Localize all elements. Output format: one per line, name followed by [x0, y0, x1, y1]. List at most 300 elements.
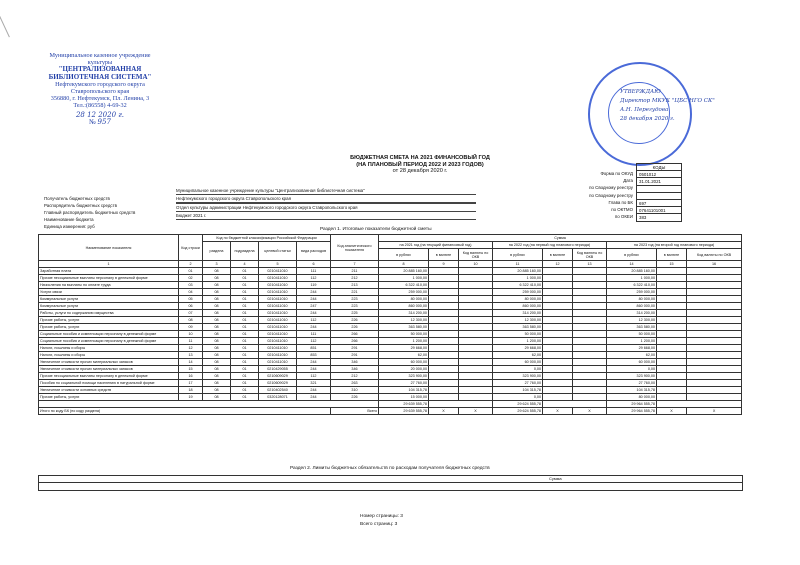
row-analytic: 223	[331, 296, 379, 303]
row-cur-2021	[429, 352, 459, 359]
row-okv-2022	[573, 380, 607, 387]
table-row	[39, 303, 742, 310]
row-cur-2023	[657, 303, 687, 310]
row-type: 112	[297, 275, 331, 282]
table-body	[39, 268, 742, 415]
column-number: 15	[657, 261, 687, 268]
row-cur-2023	[657, 310, 687, 317]
row-value-2022: 104 315,78	[493, 387, 543, 394]
row-value-2023: 0,00	[607, 366, 657, 373]
code-value: 0501012	[637, 171, 682, 178]
subtotal-2023: 29 964 555,78	[607, 401, 657, 408]
row-name: Коммунальные услуги	[39, 296, 179, 303]
row-subsection: 01	[231, 366, 259, 373]
row-cur-2022	[543, 380, 573, 387]
row-okv-2021	[459, 373, 493, 380]
row-okv-2021	[459, 296, 493, 303]
row-value-2021: 323 900,00	[379, 373, 429, 380]
row-code: 12	[179, 345, 203, 352]
row-value-2022: 1 200,00	[493, 338, 543, 345]
row-okv-2023	[687, 366, 742, 373]
row-okv-2023	[687, 282, 742, 289]
table-row	[39, 317, 742, 324]
row-cur-2022	[543, 387, 573, 394]
column-number: 5	[259, 261, 297, 268]
row-target: 0210411010	[259, 282, 297, 289]
row-target: 0210411010	[259, 359, 297, 366]
row-cur-2022	[543, 296, 573, 303]
row-section: 08	[203, 373, 231, 380]
row-code: 15	[179, 366, 203, 373]
row-value-2021: 20 000,00	[379, 366, 429, 373]
row-value-2023: 80 000,00	[607, 394, 657, 401]
total-2023: 29 964 555,78	[607, 408, 657, 415]
code-labels	[560, 170, 633, 220]
row-analytic: 221	[331, 289, 379, 296]
row-cur-2023	[657, 352, 687, 359]
row-cur-2022	[543, 345, 573, 352]
row-section: 08	[203, 275, 231, 282]
row-section: 08	[203, 282, 231, 289]
table-row	[39, 359, 742, 366]
row-analytic: 346	[331, 359, 379, 366]
issuer-num-label: №	[89, 117, 96, 126]
row-type: 244	[297, 296, 331, 303]
document-title	[250, 155, 590, 175]
row-cur-2023	[657, 282, 687, 289]
row-subsection: 01	[231, 296, 259, 303]
row-section: 08	[203, 324, 231, 331]
row-analytic: 226	[331, 324, 379, 331]
row-value-2021: 20 885 160,00	[379, 268, 429, 275]
table-row	[39, 282, 742, 289]
row-cur-2021	[429, 331, 459, 338]
row-target: 0210402540	[259, 387, 297, 394]
table-row	[39, 345, 742, 352]
row-subsection: 01	[231, 317, 259, 324]
row-code: 03	[179, 282, 203, 289]
row-okv-2023	[687, 268, 742, 275]
row-value-2021: 6 322 410,00	[379, 282, 429, 289]
row-subsection: 01	[231, 387, 259, 394]
row-cur-2022	[543, 317, 573, 324]
row-value-2021: 1 200,00	[379, 338, 429, 345]
column-numbers-row	[39, 261, 742, 268]
row-cur-2021	[429, 317, 459, 324]
meta-label: Получатель бюджетных средств	[44, 196, 110, 201]
row-okv-2022	[573, 394, 607, 401]
limits-sum-label: Сумма	[549, 476, 562, 481]
row-cur-2023	[657, 289, 687, 296]
meta-label: Распорядитель бюджетных средств	[44, 203, 117, 209]
code-label: Дата	[623, 178, 633, 184]
row-code: 05	[179, 296, 203, 303]
row-okv-2022	[573, 282, 607, 289]
header-section: раздела	[203, 242, 231, 261]
row-okv-2022	[573, 352, 607, 359]
subtotal-2021: 29 639 555,78	[379, 401, 429, 408]
row-analytic: 225	[331, 310, 379, 317]
total-name: Итого по коду БК (по коду раздела)	[39, 408, 331, 415]
row-type: 321	[297, 380, 331, 387]
row-okv-2023	[687, 373, 742, 380]
table-row	[39, 338, 742, 345]
row-type: 244	[297, 310, 331, 317]
row-cur-2023	[657, 359, 687, 366]
subtotal-2022: 29 624 555,78	[493, 401, 543, 408]
row-okv-2022	[573, 373, 607, 380]
meta-label: Единица измерения: руб	[44, 224, 95, 230]
total-x: X	[543, 408, 573, 415]
row-value-2022: 259 000,00	[493, 289, 543, 296]
row-value-2021: 15 000,00	[379, 394, 429, 401]
row-cur-2022	[543, 338, 573, 345]
row-code: 14	[179, 359, 203, 366]
column-number: 14	[607, 261, 657, 268]
row-type: 244	[297, 359, 331, 366]
row-code: 08	[179, 317, 203, 324]
row-analytic: 213	[331, 282, 379, 289]
row-value-2023: 363 580,00	[607, 324, 657, 331]
row-okv-2022	[573, 387, 607, 394]
header-rub: в рублях	[493, 249, 543, 261]
row-value-2022: 1 000,00	[493, 275, 543, 282]
header-name: Наименование показателя	[39, 235, 179, 261]
subtotal-empty	[39, 401, 379, 408]
row-value-2023: 29 668,00	[607, 345, 657, 352]
row-cur-2022	[543, 331, 573, 338]
issuer-line: Ставропольского края	[70, 88, 130, 96]
issuer-num: 957	[97, 117, 111, 126]
subtotal-empty	[429, 401, 493, 408]
row-cur-2022	[543, 282, 573, 289]
row-okv-2023	[687, 289, 742, 296]
row-value-2021: 259 000,00	[379, 289, 429, 296]
row-okv-2021	[459, 268, 493, 275]
code-value	[637, 185, 682, 192]
limits-header-row	[39, 476, 742, 483]
header-rub: в рублях	[607, 249, 657, 261]
row-target: 0210411010	[259, 310, 297, 317]
row-okv-2023	[687, 345, 742, 352]
row-target: 0210429055	[259, 366, 297, 373]
row-value-2022: 860 000,00	[493, 303, 543, 310]
row-name: Прочие работы, услуги	[39, 324, 179, 331]
table-row	[39, 366, 742, 373]
row-value-2021: 363 580,00	[379, 324, 429, 331]
row-type: 111	[297, 268, 331, 275]
row-cur-2021	[429, 282, 459, 289]
row-subsection: 01	[231, 345, 259, 352]
row-name: Налоги, пошлины и сборы	[39, 345, 179, 352]
row-cur-2023	[657, 331, 687, 338]
code-value: 697	[637, 199, 682, 206]
row-value-2023: 20 885 160,00	[607, 268, 657, 275]
header-target: целевой статьи	[259, 242, 297, 261]
row-value-2022: 6 322 410,00	[493, 282, 543, 289]
header-cur: в валюте	[429, 249, 459, 261]
row-value-2021: 29 668,00	[379, 345, 429, 352]
issuer-stamp	[30, 52, 170, 126]
row-value-2023: 60 000,00	[607, 359, 657, 366]
row-type: 111	[297, 331, 331, 338]
approval-line: УТВЕРЖДАЮ	[620, 89, 661, 95]
row-value-2023: 314 200,00	[607, 310, 657, 317]
column-number: 11	[493, 261, 543, 268]
subtotal-row	[39, 401, 742, 408]
row-subsection: 01	[231, 373, 259, 380]
row-okv-2021	[459, 310, 493, 317]
row-cur-2023	[657, 275, 687, 282]
row-value-2022: 0,00	[493, 394, 543, 401]
row-section: 08	[203, 317, 231, 324]
row-value-2023: 80 000,00	[607, 296, 657, 303]
row-target: 0210609029	[259, 380, 297, 387]
row-okv-2021	[459, 324, 493, 331]
row-type: 244	[297, 394, 331, 401]
page-number-label: Номер страницы:	[360, 514, 399, 519]
header-cur: в валюте	[657, 249, 687, 261]
column-number: 1	[39, 261, 179, 268]
row-analytic: 223	[331, 303, 379, 310]
row-target: 0210411010	[259, 275, 297, 282]
row-cur-2022	[543, 366, 573, 373]
row-section: 08	[203, 303, 231, 310]
row-name: Увеличение стоимости основных средств	[39, 387, 179, 394]
code-label: по ОКЕИ	[614, 214, 633, 220]
row-okv-2021	[459, 359, 493, 366]
row-okv-2021	[459, 380, 493, 387]
row-code: 11	[179, 338, 203, 345]
row-target: 0210411010	[259, 352, 297, 359]
row-analytic: 212	[331, 373, 379, 380]
row-name: Прочие работы, услуги	[39, 317, 179, 324]
row-target: 0210411010	[259, 268, 297, 275]
total-x: X	[429, 408, 459, 415]
row-value-2022: 323 900,00	[493, 373, 543, 380]
table-row	[39, 373, 742, 380]
column-number: 3	[203, 261, 231, 268]
table-row	[39, 268, 742, 275]
row-name: Увеличение стоимости прочих материальных запасов	[39, 366, 179, 373]
row-value-2022: 12 300,00	[493, 317, 543, 324]
row-target: 0210411010	[259, 296, 297, 303]
total-x: X	[687, 408, 742, 415]
column-number: 6	[297, 261, 331, 268]
header-code: Код строки	[179, 235, 203, 261]
row-section: 08	[203, 268, 231, 275]
row-okv-2022	[573, 303, 607, 310]
row-okv-2023	[687, 394, 742, 401]
row-name: Прочие несоциальные выплаты персоналу в денежной форме	[39, 373, 179, 380]
header-okv: Код валюты по ОКВ	[573, 249, 607, 261]
row-okv-2023	[687, 317, 742, 324]
row-subsection: 01	[231, 282, 259, 289]
meta-labels	[44, 195, 174, 230]
row-cur-2023	[657, 317, 687, 324]
row-section: 08	[203, 331, 231, 338]
row-code: 13	[179, 352, 203, 359]
row-section: 08	[203, 366, 231, 373]
row-subsection: 01	[231, 289, 259, 296]
title-line: БЮДЖЕТНАЯ СМЕТА НА 2021 ФИНАНСОВЫЙ ГОД	[350, 155, 490, 161]
row-okv-2021	[459, 345, 493, 352]
row-value-2022: 60 000,00	[493, 359, 543, 366]
budget-table	[38, 234, 742, 415]
row-okv-2022	[573, 366, 607, 373]
code-value: 07641101001	[637, 207, 682, 214]
row-okv-2023	[687, 338, 742, 345]
row-okv-2022	[573, 275, 607, 282]
row-subsection: 01	[231, 310, 259, 317]
row-value-2023: 12 300,00	[607, 317, 657, 324]
row-value-2021: 12 300,00	[379, 317, 429, 324]
row-okv-2022	[573, 289, 607, 296]
row-section: 08	[203, 380, 231, 387]
row-type: 247	[297, 303, 331, 310]
issuer-line: БИБЛИОТЕЧНАЯ СИСТЕМА"	[48, 72, 152, 81]
row-target: 0320128071	[259, 394, 297, 401]
row-cur-2021	[429, 380, 459, 387]
code-value: 31.01.2021	[637, 178, 682, 185]
row-value-2022: 0,00	[493, 366, 543, 373]
row-cur-2021	[429, 387, 459, 394]
row-type: 244	[297, 324, 331, 331]
row-subsection: 01	[231, 275, 259, 282]
row-value-2022: 29 668,00	[493, 345, 543, 352]
row-cur-2021	[429, 373, 459, 380]
total-2022: 29 624 555,78	[493, 408, 543, 415]
issuer-line: Муниципальное казенное учреждение	[49, 52, 151, 59]
section1-title: Раздел 1. Итоговые показатели бюджетной сметы	[320, 227, 432, 232]
row-value-2022: 62,00	[493, 352, 543, 359]
row-cur-2021	[429, 268, 459, 275]
row-okv-2023	[687, 303, 742, 310]
page-counter	[360, 513, 403, 529]
column-number: 16	[687, 261, 742, 268]
row-value-2022: 80 000,00	[493, 296, 543, 303]
row-cur-2022	[543, 268, 573, 275]
row-type: 853	[297, 352, 331, 359]
row-cur-2022	[543, 373, 573, 380]
row-analytic: 226	[331, 394, 379, 401]
table-row	[39, 310, 742, 317]
row-value-2021: 314 200,00	[379, 310, 429, 317]
row-analytic: 266	[331, 338, 379, 345]
total-x: X	[657, 408, 687, 415]
row-code: 18	[179, 387, 203, 394]
row-section: 08	[203, 345, 231, 352]
meta-label: Главный распорядитель бюджетных средств	[44, 210, 136, 216]
row-value-2021: 860 000,00	[379, 303, 429, 310]
row-value-2023: 1 200,00	[607, 338, 657, 345]
row-subsection: 01	[231, 338, 259, 345]
row-cur-2023	[657, 296, 687, 303]
row-target: 0210411010	[259, 338, 297, 345]
column-number: 12	[543, 261, 573, 268]
row-value-2022: 314 200,00	[493, 310, 543, 317]
row-okv-2021	[459, 317, 493, 324]
row-okv-2023	[687, 275, 742, 282]
row-value-2023: 259 000,00	[607, 289, 657, 296]
row-value-2023: 6 322 410,00	[607, 282, 657, 289]
row-section: 08	[203, 352, 231, 359]
codes-box	[636, 163, 696, 222]
row-cur-2022	[543, 289, 573, 296]
row-type: 244	[297, 289, 331, 296]
row-cur-2022	[543, 324, 573, 331]
row-okv-2021	[459, 394, 493, 401]
approval-line: А.Н. Перегудова	[620, 107, 669, 113]
header-sum: Сумма	[379, 235, 742, 242]
header-cur: в валюте	[543, 249, 573, 261]
row-cur-2021	[429, 310, 459, 317]
total-row	[39, 408, 742, 415]
header-subsection: подраздела	[231, 242, 259, 261]
approval-line: 28 декабря 2020 г.	[620, 116, 675, 122]
row-cur-2023	[657, 268, 687, 275]
row-subsection: 01	[231, 359, 259, 366]
row-type: 112	[297, 338, 331, 345]
row-okv-2023	[687, 352, 742, 359]
header-rub: в рублях	[379, 249, 429, 261]
row-cur-2023	[657, 387, 687, 394]
row-cur-2022	[543, 275, 573, 282]
approval-block	[620, 88, 780, 124]
row-analytic: 212	[331, 275, 379, 282]
table-row	[39, 380, 742, 387]
row-value-2021: 62,00	[379, 352, 429, 359]
row-code: 02	[179, 275, 203, 282]
row-cur-2022	[543, 303, 573, 310]
row-okv-2022	[573, 324, 607, 331]
row-value-2021: 80 000,00	[379, 296, 429, 303]
row-code: 19	[179, 394, 203, 401]
row-cur-2022	[543, 394, 573, 401]
row-type: 851	[297, 345, 331, 352]
row-subsection: 01	[231, 331, 259, 338]
row-okv-2021	[459, 338, 493, 345]
row-code: 04	[179, 289, 203, 296]
row-subsection: 01	[231, 324, 259, 331]
row-analytic: 310	[331, 387, 379, 394]
row-subsection: 01	[231, 380, 259, 387]
row-code: 07	[179, 310, 203, 317]
row-okv-2022	[573, 345, 607, 352]
row-target: 0210411010	[259, 303, 297, 310]
subtotal-empty	[657, 401, 742, 408]
row-name: Начисления на выплаты по оплате труда	[39, 282, 179, 289]
row-name: Услуги связи	[39, 289, 179, 296]
row-analytic: 263	[331, 380, 379, 387]
row-cur-2021	[429, 359, 459, 366]
row-value-2021: 27 760,00	[379, 380, 429, 387]
row-type: 244	[297, 366, 331, 373]
row-okv-2022	[573, 359, 607, 366]
row-okv-2023	[687, 296, 742, 303]
row-value-2021: 1 000,00	[379, 275, 429, 282]
row-name: Прочие работы, услуги	[39, 394, 179, 401]
row-cur-2022	[543, 352, 573, 359]
total-2021: 29 639 555,78	[379, 408, 429, 415]
page-number: 3	[400, 514, 403, 519]
issuer-line: культуры	[87, 59, 113, 67]
row-cur-2021	[429, 366, 459, 373]
total-pages: 3	[394, 522, 398, 527]
table-row	[39, 352, 742, 359]
row-subsection: 01	[231, 352, 259, 359]
row-cur-2021	[429, 324, 459, 331]
